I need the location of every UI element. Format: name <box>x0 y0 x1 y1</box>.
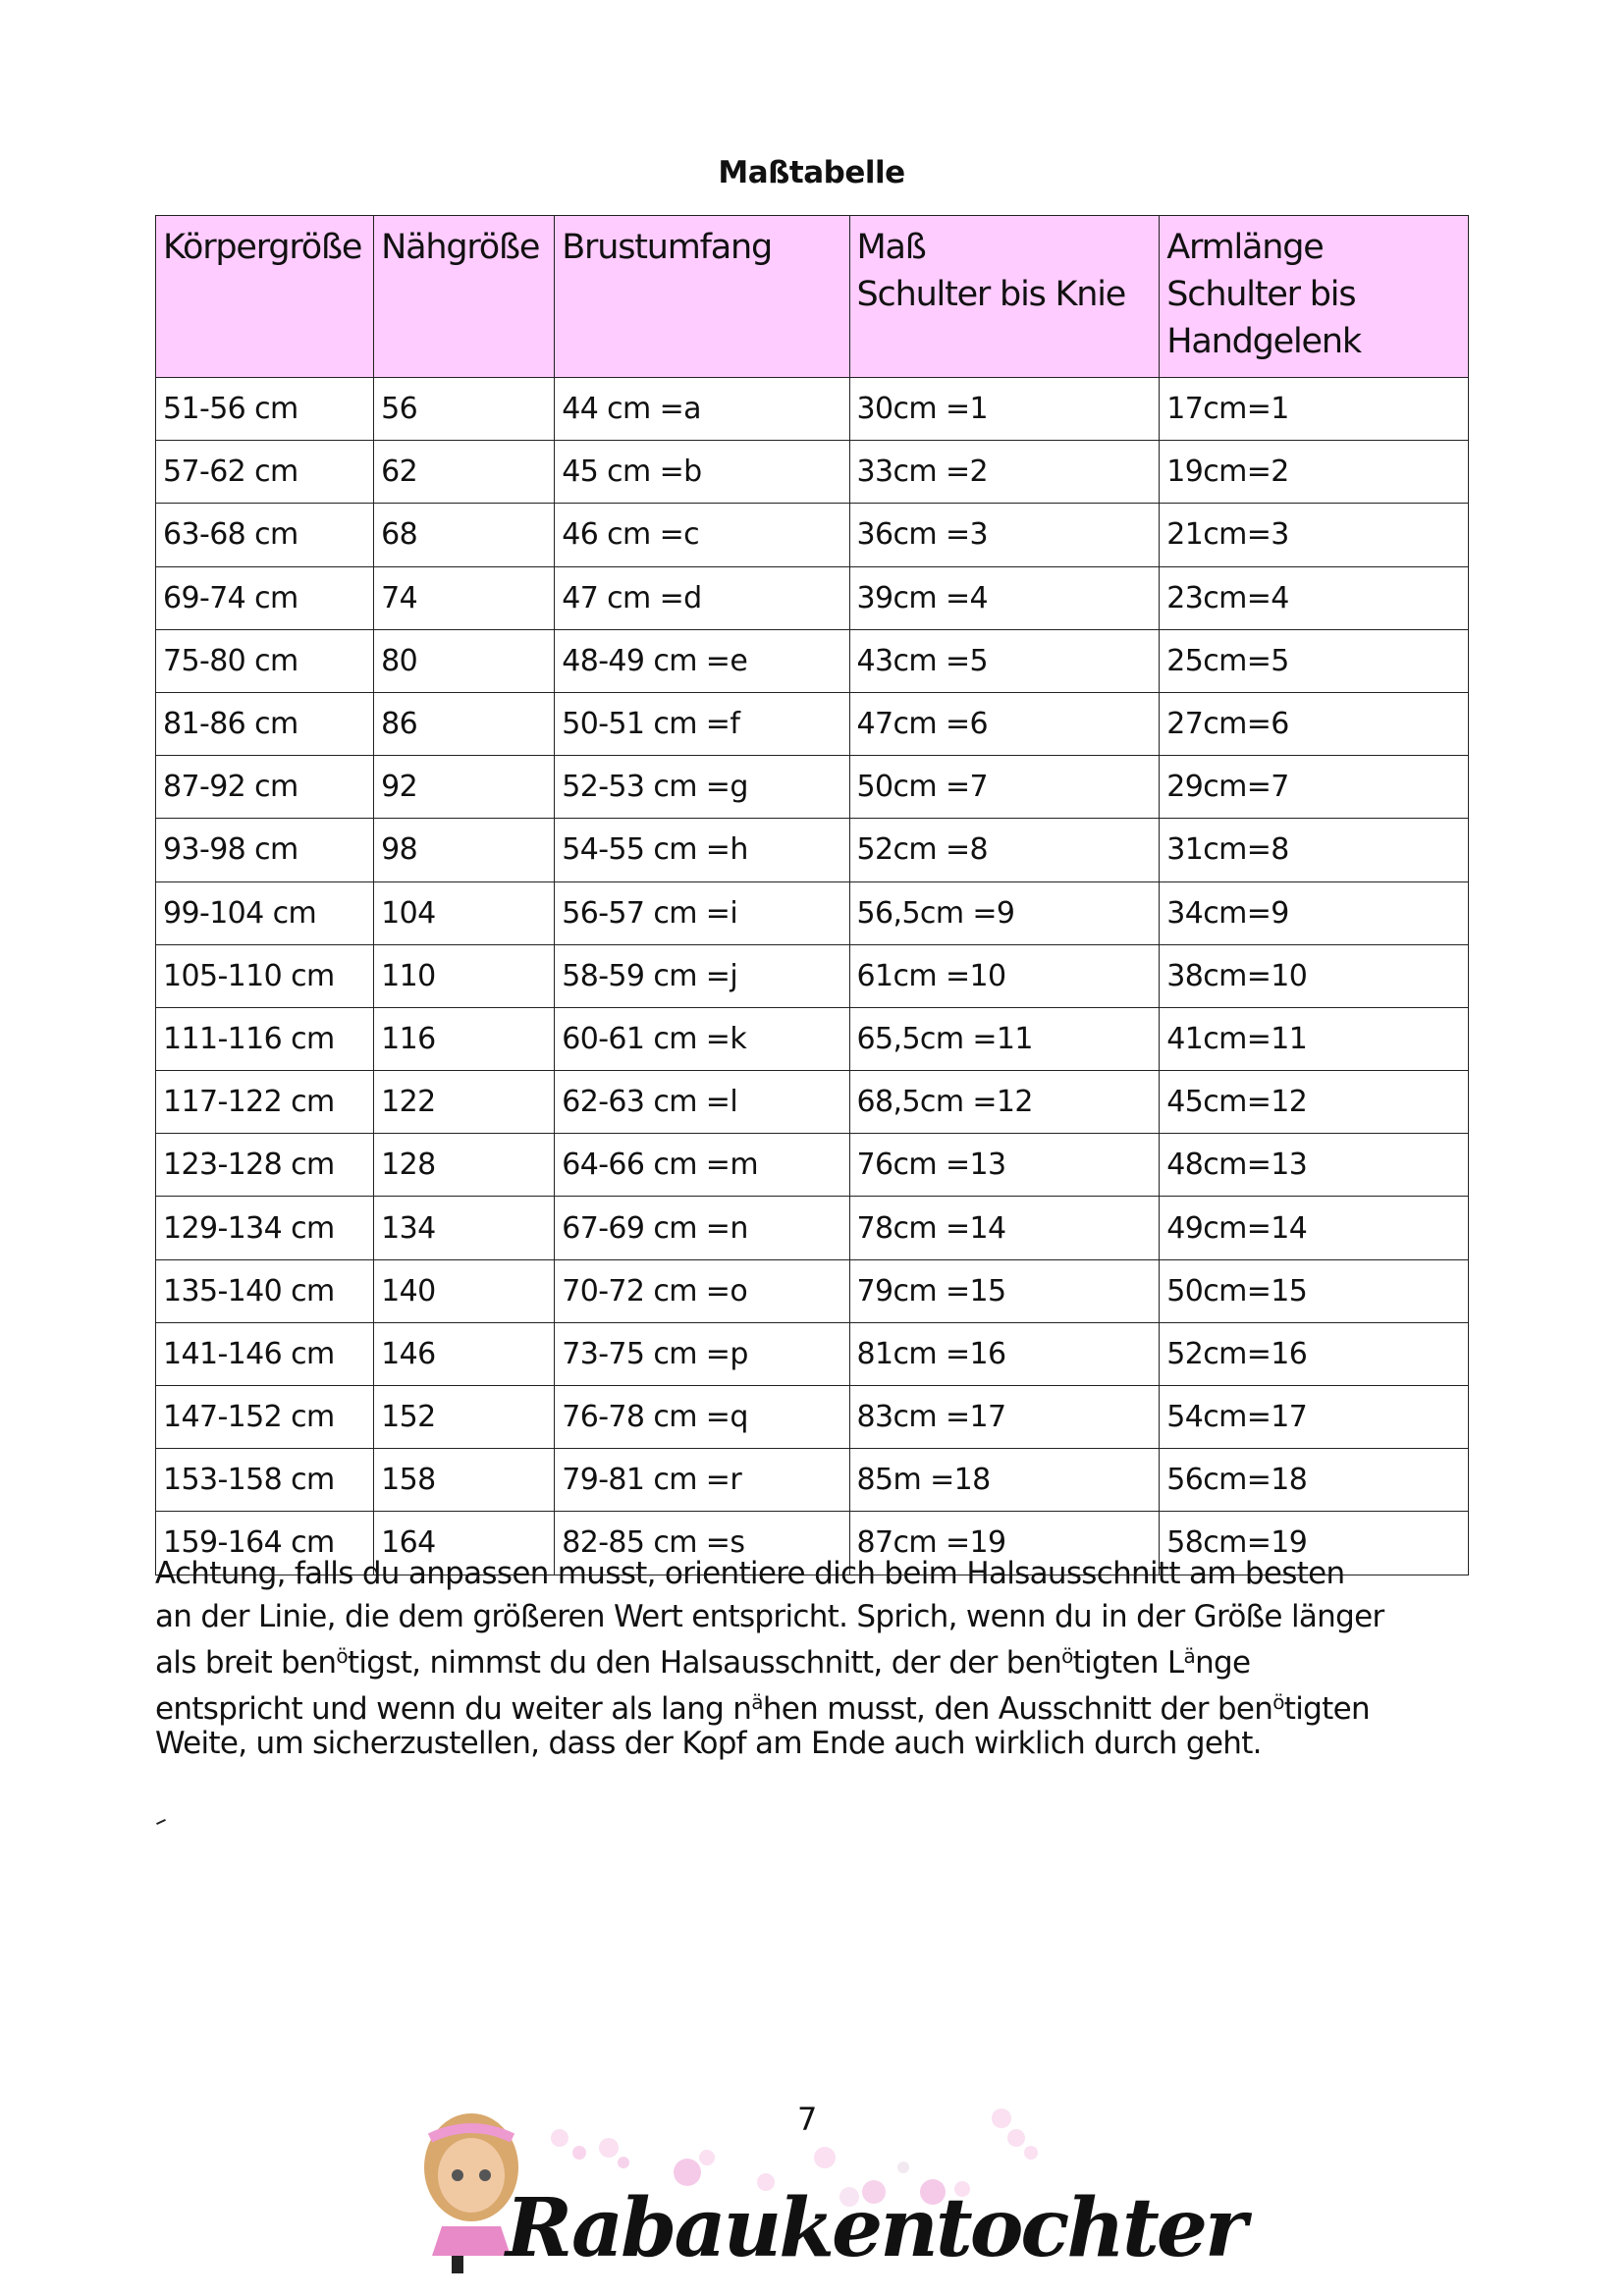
table-cell: 19cm=2 <box>1160 441 1469 504</box>
table-cell: 57-62 cm <box>156 441 374 504</box>
table-cell: 47 cm =d <box>555 566 849 629</box>
table-row <box>156 441 1469 504</box>
table-cell: 30cm =1 <box>849 378 1160 441</box>
column-header <box>374 216 555 378</box>
table-cell: 45 cm =b <box>555 441 849 504</box>
table-cell: 50cm=15 <box>1160 1259 1469 1322</box>
table-body <box>156 378 1469 1575</box>
table-row <box>156 692 1469 755</box>
note-text: hen musst, den Ausschnitt der ben <box>762 1691 1273 1727</box>
table-cell: 79-81 cm =r <box>555 1449 849 1512</box>
table-cell: 50cm =7 <box>849 756 1160 819</box>
table-cell: 80 <box>374 629 555 692</box>
table-cell: 31cm=8 <box>1160 819 1469 881</box>
table-cell: 50-51 cm =f <box>555 692 849 755</box>
table-cell: 25cm=5 <box>1160 629 1469 692</box>
table-row <box>156 1197 1469 1259</box>
table-row <box>156 1386 1469 1449</box>
table-cell: 75-80 cm <box>156 629 374 692</box>
table-row <box>156 819 1469 881</box>
table-cell: 51-56 cm <box>156 378 374 441</box>
column-header-line: Körpergröße <box>163 228 362 267</box>
table-cell: 117-122 cm <box>156 1071 374 1134</box>
size-table <box>155 215 1469 1575</box>
table-cell: 146 <box>374 1322 555 1385</box>
table-row <box>156 1071 1469 1134</box>
table-header-row <box>156 216 1469 378</box>
table-row <box>156 1259 1469 1322</box>
table-cell: 58cm=19 <box>1160 1512 1469 1575</box>
table-cell: 56,5cm =9 <box>849 881 1160 944</box>
table-row <box>156 756 1469 819</box>
table-cell: 64-66 cm =m <box>555 1134 849 1197</box>
table-cell: 152 <box>374 1386 555 1449</box>
table-cell: 153-158 cm <box>156 1449 374 1512</box>
column-header-line: Schulter bis <box>1166 275 1356 314</box>
page-title: Maßtabelle <box>718 155 905 190</box>
table-cell: 45cm=12 <box>1160 1071 1469 1134</box>
column-header <box>849 216 1160 378</box>
table-cell: 56 <box>374 378 555 441</box>
table-cell: 47cm =6 <box>849 692 1160 755</box>
column-header-line: Brustumfang <box>562 228 773 267</box>
table-cell: 17cm=1 <box>1160 378 1469 441</box>
table-cell: 140 <box>374 1259 555 1322</box>
table-cell: 54cm=17 <box>1160 1386 1469 1449</box>
note-text: tigten <box>1283 1691 1370 1727</box>
table-cell: 104 <box>374 881 555 944</box>
table-cell: 56cm=18 <box>1160 1449 1469 1512</box>
note-line <box>155 1726 1262 1761</box>
table-cell: 76-78 cm =q <box>555 1386 849 1449</box>
table-row <box>156 566 1469 629</box>
raised-umlaut: ö <box>336 1644 348 1668</box>
raised-umlaut: ä <box>751 1690 763 1714</box>
column-header <box>156 216 374 378</box>
table-cell: 110 <box>374 944 555 1007</box>
table-cell: 159-164 cm <box>156 1512 374 1575</box>
note-text: Achtung, falls du anpassen musst, orientiere dich beim Halsausschnitt am besten <box>155 1556 1345 1591</box>
table-cell: 79cm =15 <box>849 1259 1160 1322</box>
table-cell: 68,5cm =12 <box>849 1071 1160 1134</box>
table-cell: 36cm =3 <box>849 504 1160 566</box>
table-row <box>156 944 1469 1007</box>
raised-umlaut: ö <box>1272 1690 1284 1714</box>
table-cell: 67-69 cm =n <box>555 1197 849 1259</box>
table-cell: 81-86 cm <box>156 692 374 755</box>
table-row <box>156 629 1469 692</box>
table-cell: 93-98 cm <box>156 819 374 881</box>
table-row <box>156 378 1469 441</box>
table-cell: 116 <box>374 1007 555 1070</box>
note-text: Weite, um sicherzustellen, dass der Kopf am Ende auch wirklich durch geht. <box>155 1726 1262 1761</box>
table-cell: 76cm =13 <box>849 1134 1160 1197</box>
table-row <box>156 1134 1469 1197</box>
table-cell: 68 <box>374 504 555 566</box>
table-cell: 49cm=14 <box>1160 1197 1469 1259</box>
table-cell: 52cm =8 <box>849 819 1160 881</box>
note-text: nge <box>1195 1645 1251 1681</box>
table-cell: 27cm=6 <box>1160 692 1469 755</box>
table-cell: 128 <box>374 1134 555 1197</box>
table-cell: 83cm =17 <box>849 1386 1160 1449</box>
column-header-line: Armlänge <box>1166 228 1324 267</box>
table-cell: 87-92 cm <box>156 756 374 819</box>
table-cell: 62-63 cm =l <box>555 1071 849 1134</box>
table-cell: 61cm =10 <box>849 944 1160 1007</box>
note-line <box>155 1691 1370 1727</box>
raised-umlaut: ö <box>1061 1644 1073 1668</box>
table-cell: 164 <box>374 1512 555 1575</box>
table-cell: 141-146 cm <box>156 1322 374 1385</box>
table-cell: 122 <box>374 1071 555 1134</box>
table-cell: 123-128 cm <box>156 1134 374 1197</box>
note-line <box>155 1645 1250 1681</box>
table-cell: 92 <box>374 756 555 819</box>
table-cell: 105-110 cm <box>156 944 374 1007</box>
table-cell: 135-140 cm <box>156 1259 374 1322</box>
table-cell: 48cm=13 <box>1160 1134 1469 1197</box>
note-text: als breit ben <box>155 1645 337 1681</box>
table-cell: 48-49 cm =e <box>555 629 849 692</box>
table-cell: 33cm =2 <box>849 441 1160 504</box>
table-cell: 69-74 cm <box>156 566 374 629</box>
table-cell: 52cm=16 <box>1160 1322 1469 1385</box>
table-row <box>156 1007 1469 1070</box>
table-cell: 44 cm =a <box>555 378 849 441</box>
table-cell: 62 <box>374 441 555 504</box>
table-cell: 52-53 cm =g <box>555 756 849 819</box>
table-cell: 46 cm =c <box>555 504 849 566</box>
table-cell: 111-116 cm <box>156 1007 374 1070</box>
table-cell: 39cm =4 <box>849 566 1160 629</box>
table-cell: 60-61 cm =k <box>555 1007 849 1070</box>
table-cell: 98 <box>374 819 555 881</box>
stray-mark <box>156 1819 166 1825</box>
table-cell: 129-134 cm <box>156 1197 374 1259</box>
table-row <box>156 881 1469 944</box>
note-text: an der Linie, die dem größeren Wert entspricht. Sprich, wenn du in der Größe länger <box>155 1599 1384 1634</box>
note-text: tigten L <box>1072 1645 1184 1681</box>
table-cell: 54-55 cm =h <box>555 819 849 881</box>
column-header <box>1160 216 1469 378</box>
table-cell: 56-57 cm =i <box>555 881 849 944</box>
table-cell: 21cm=3 <box>1160 504 1469 566</box>
table-cell: 70-72 cm =o <box>555 1259 849 1322</box>
table-row <box>156 504 1469 566</box>
table-cell: 78cm =14 <box>849 1197 1160 1259</box>
table-cell: 74 <box>374 566 555 629</box>
table-cell: 87cm =19 <box>849 1512 1160 1575</box>
note-line <box>155 1556 1345 1591</box>
page-number: 7 <box>797 2101 818 2138</box>
rabaukentochter-logo <box>412 2099 1245 2280</box>
table-cell: 134 <box>374 1197 555 1259</box>
table-cell: 147-152 cm <box>156 1386 374 1449</box>
table-cell: 41cm=11 <box>1160 1007 1469 1070</box>
table-cell: 82-85 cm =s <box>555 1512 849 1575</box>
table-cell: 29cm=7 <box>1160 756 1469 819</box>
table-row <box>156 1322 1469 1385</box>
table-cell: 73-75 cm =p <box>555 1322 849 1385</box>
raised-umlaut: ä <box>1183 1644 1196 1668</box>
table-cell: 38cm=10 <box>1160 944 1469 1007</box>
girl-illustration <box>424 2113 518 2273</box>
column-header-line: Handgelenk <box>1166 322 1361 361</box>
table-cell: 86 <box>374 692 555 755</box>
table-cell: 43cm =5 <box>849 629 1160 692</box>
table-cell: 63-68 cm <box>156 504 374 566</box>
table-cell: 34cm=9 <box>1160 881 1469 944</box>
table-row <box>156 1449 1469 1512</box>
note-line <box>155 1599 1384 1634</box>
note-text: tigst, nimmst du den Halsausschnitt, der der ben <box>347 1645 1062 1681</box>
table-cell: 81cm =16 <box>849 1322 1160 1385</box>
logo-text: Rabaukentochter <box>506 2181 1245 2275</box>
column-header-line: Nähgröße <box>381 228 540 267</box>
table-cell: 99-104 cm <box>156 881 374 944</box>
column-header-line: Maß <box>856 228 926 267</box>
note-text: entspricht und wenn du weiter als lang n <box>155 1691 752 1727</box>
table-cell: 58-59 cm =j <box>555 944 849 1007</box>
table-cell: 85m =18 <box>849 1449 1160 1512</box>
table-cell: 23cm=4 <box>1160 566 1469 629</box>
table-cell: 158 <box>374 1449 555 1512</box>
column-header <box>555 216 849 378</box>
column-header-line: Schulter bis Knie <box>856 275 1126 314</box>
table-cell: 65,5cm =11 <box>849 1007 1160 1070</box>
